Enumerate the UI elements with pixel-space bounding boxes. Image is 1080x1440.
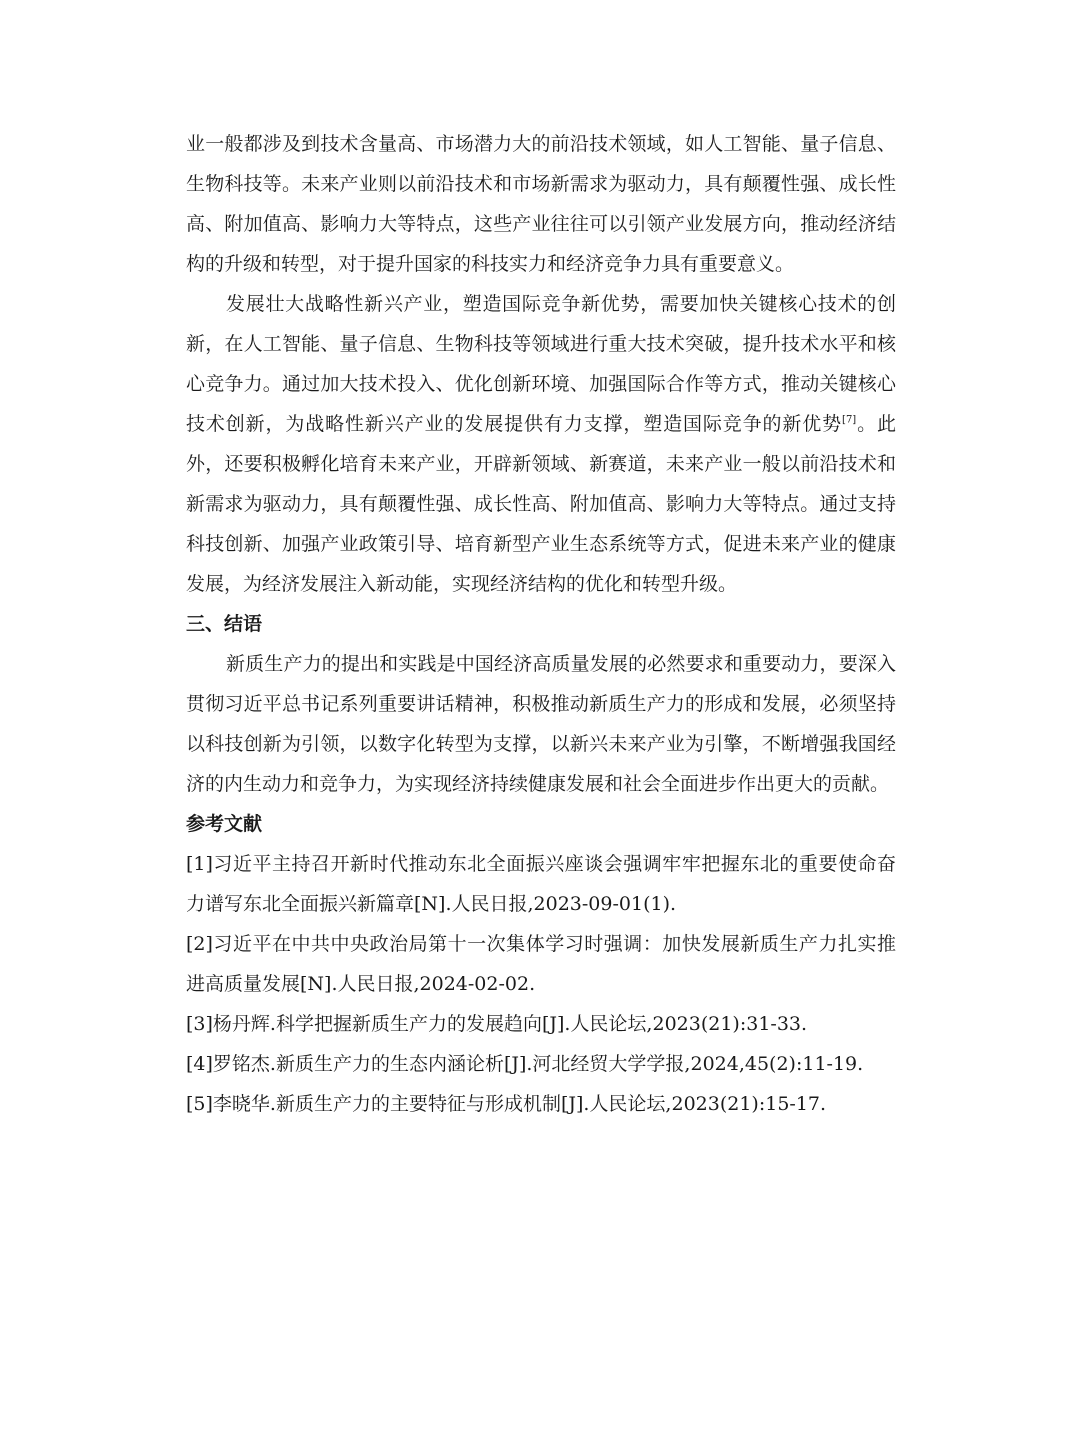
citation-marker: [7] — [842, 414, 857, 426]
reference-item: [4]罗铭杰.新质生产力的生态内涵论析[J].河北经贸大学学报,2024,45(2):11-19. — [186, 1053, 864, 1075]
conclusion-paragraph: 新质生产力的提出和实践是中国经济高质量发展的必然要求和重要动力，要深入贯彻习近平总书记系列重要讲话精神，积极推动新质生产力的形成和发展，必须坚持以科技创新为引领，以数字化转型为支撑，以新兴未来产业为引擎，不断增强我国经济的内生动力和竞争力，为实现经济持续健康发展和社会全面进步作出更大的贡献。 — [186, 653, 896, 795]
document-page — [186, 124, 896, 1124]
reference-item: [2]习近平在中共中央政治局第十一次集体学习时强调：加快发展新质生产力扎实推进高质量发展[N].人民日报,2024-02-02. — [186, 933, 896, 995]
body-paragraph-2 — [186, 284, 896, 604]
reference-item: [5]李晓华.新质生产力的主要特征与形成机制[J].人民论坛,2023(21):15-17. — [186, 1093, 827, 1115]
reference-item: [1]习近平主持召开新时代推动东北全面振兴座谈会强调牢牢把握东北的重要使命奋力谱写东北全面振兴新篇章[N].人民日报,2023-09-01(1). — [186, 853, 896, 915]
references-heading: 参考文献 — [186, 813, 263, 835]
reference-item: [3]杨丹辉.科学把握新质生产力的发展趋向[J].人民论坛,2023(21):31-33. — [186, 1013, 808, 1035]
paragraph-2-text-a: 发展壮大战略性新兴产业，塑造国际竞争新优势，需要加快关键核心技术的创新，在人工智能、量子信息、生物科技等领域进行重大技术突破，提升技术水平和核心竞争力。通过加大技术投入、优化创新环境、加强国际合作等方式，推动关键核心技术创新，为战略性新兴产业的发展提供有力支撑，塑造国际竞争的新优势 — [186, 293, 896, 435]
paragraph-2-text-b: 。此外，还要积极孵化培育未来产业，开辟新领域、新赛道，未来产业一般以前沿技术和新需求为驱动力，具有颠覆性强、成长性高、附加值高、影响力大等特点。通过支持科技创新、加强产业政策引导、培育新型产业生态系统等方式，促进未来产业的健康发展，为经济发展注入新动能，实现经济结构的优化和转型升级。 — [186, 413, 896, 595]
body-paragraph-1: 业一般都涉及到技术含量高、市场潜力大的前沿技术领域，如人工智能、量子信息、生物科技等。未来产业则以前沿技术和市场新需求为驱动力，具有颠覆性强、成长性高、附加值高、影响力大等特点，这些产业往往可以引领产业发展方向，推动经济结构的升级和转型，对于提升国家的科技实力和经济竞争力具有重要意义。 — [186, 133, 896, 275]
references-list — [186, 844, 896, 1124]
section-heading-conclusion: 三、结语 — [186, 613, 263, 635]
